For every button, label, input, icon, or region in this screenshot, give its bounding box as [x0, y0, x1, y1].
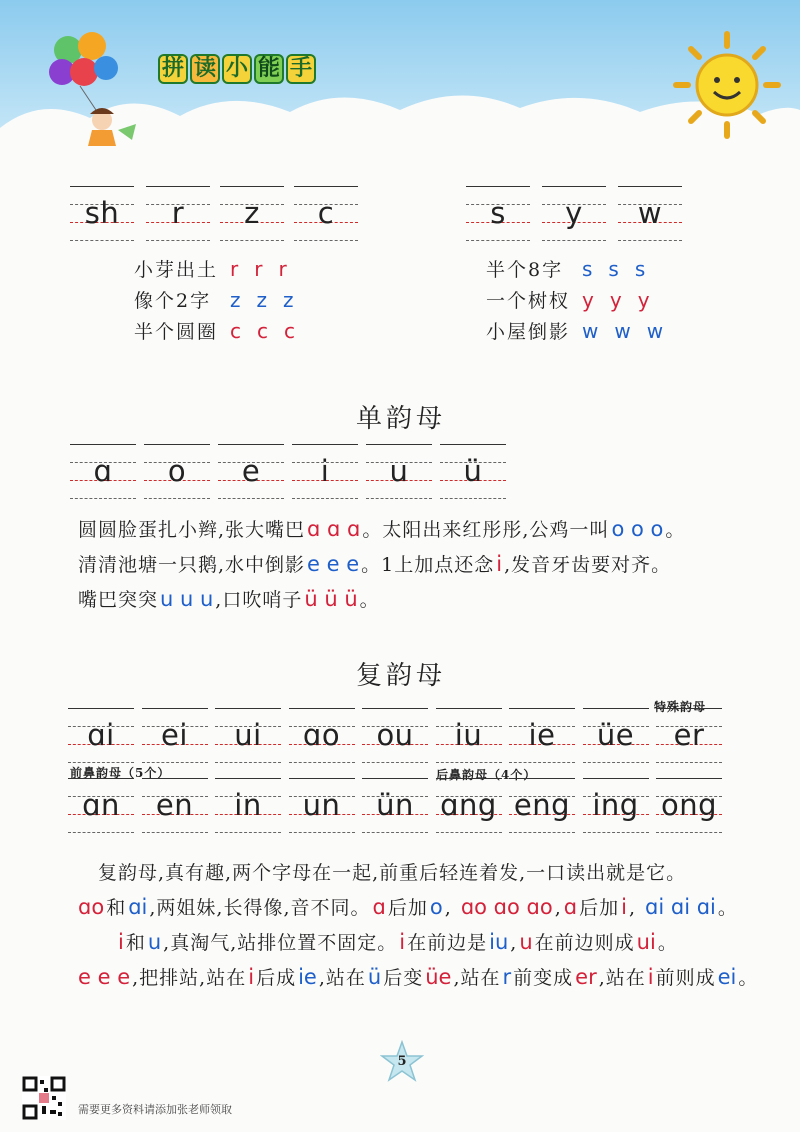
text-line [78, 512, 778, 547]
slot-letter: z [244, 196, 260, 230]
pinyin-symbol: y [609, 288, 622, 312]
title-char: 拼 [158, 54, 188, 84]
pinyin-symbol: r [278, 257, 287, 281]
single-finals-rhyme-text [78, 512, 778, 617]
writing-slot [144, 438, 210, 502]
writing-slot [215, 772, 281, 836]
writing-slot [215, 702, 281, 766]
title-char: 能 [254, 54, 284, 84]
slot-letter: sh [84, 196, 120, 230]
slot-letter: s [490, 196, 506, 230]
pinyin-symbol: z [283, 288, 294, 312]
pinyin-symbol: ü ü ü [304, 587, 358, 611]
text-run: , [628, 897, 644, 919]
slot-letter: en [155, 788, 194, 822]
writing-slot [292, 438, 358, 502]
text-line [76, 890, 792, 925]
slot-letter: ei [161, 718, 188, 752]
slot-letter: un [302, 788, 341, 822]
rhyme-text: 像个2字 [134, 290, 212, 312]
pinyin-symbol: ɑo ɑo ɑo [460, 895, 553, 919]
writing-slot [142, 772, 208, 836]
pinyin-symbol: i [248, 965, 255, 989]
pinyin-symbol: r [230, 257, 239, 281]
text-run: 前变成 [513, 967, 574, 989]
writing-slot [509, 702, 575, 766]
pinyin-symbol: er [575, 965, 597, 989]
sun-icon [672, 30, 782, 140]
slot-letter: ing [592, 788, 639, 822]
writing-slot [68, 702, 134, 766]
pinyin-symbol: ɑo [78, 895, 105, 919]
footer-note: 需要更多资料请添加张老师领取 [78, 1103, 232, 1116]
front-nasal-label: 前鼻韵母（5个） [70, 766, 171, 780]
slot-letter: ɑn [82, 788, 120, 822]
writing-slot [509, 772, 575, 836]
writing-slot [146, 180, 210, 244]
back-nasal-label: 后鼻韵母（4个） [436, 768, 537, 782]
writing-slot [440, 438, 506, 502]
pinyin-symbol: s [582, 257, 593, 281]
pinyin-symbol: ɑ [563, 895, 578, 919]
slot-letter: y [565, 196, 583, 230]
writing-slot [436, 702, 502, 766]
page-title [158, 54, 316, 88]
text-run: 。 [738, 967, 759, 989]
balloons-girl-icon [40, 28, 150, 153]
pinyin-symbol: c [257, 319, 268, 343]
pinyin-symbol: i [621, 895, 627, 919]
slot-letter: ɑ [93, 454, 113, 488]
writing-slot [583, 702, 649, 766]
writing-slot [362, 702, 428, 766]
slot-letter: ong [660, 788, 718, 822]
rhyme-line [134, 255, 303, 282]
pinyin-symbol: w [582, 319, 599, 343]
writing-slot [218, 438, 284, 502]
pinyin-symbol: s [608, 257, 619, 281]
rhyme-line [486, 317, 679, 344]
pinyin-symbol: z [230, 288, 241, 312]
text-run: 和 [106, 897, 127, 919]
pinyin-symbol: ei [717, 965, 737, 989]
text-run: 前则成 [655, 967, 716, 989]
text-run: ,站在 [318, 967, 366, 989]
writing-slot [436, 772, 502, 836]
section-heading-compound-finals: 复韵母 [356, 661, 447, 691]
writing-slot [466, 180, 530, 244]
pinyin-symbol: r [254, 257, 263, 281]
pinyin-symbol: y [582, 288, 594, 312]
text-line [76, 856, 792, 890]
text-run: ,真淘气,站排位置不固定。 [163, 932, 398, 954]
writing-slot [618, 180, 682, 244]
writing-slot [70, 180, 134, 244]
text-run: ,发音牙齿要对齐。 [504, 554, 672, 576]
writing-slot [70, 438, 136, 502]
slot-letter: ɑi [87, 718, 115, 752]
title-char: 小 [222, 54, 252, 84]
slot-letter: w [637, 196, 663, 230]
text-run: 。 [665, 519, 686, 541]
rhyme-text: 小芽出土 [134, 259, 219, 281]
pinyin-symbol: u [147, 930, 162, 954]
rhyme-text: 半个圆圈 [134, 321, 219, 343]
slot-letter: ü [463, 454, 483, 488]
pinyin-symbol: o o o [611, 517, 664, 541]
text-line [76, 925, 792, 960]
pinyin-symbol: ü [367, 965, 382, 989]
pinyin-symbol: u [519, 930, 533, 954]
text-run: 。1上加点还念 [361, 554, 495, 576]
pinyin-symbol: üe [425, 965, 452, 989]
rhyme-line [486, 255, 661, 282]
pinyin-symbol: o [429, 895, 443, 919]
text-run: ,把排站,站在 [132, 967, 247, 989]
slot-letter: ie [528, 718, 556, 752]
pinyin-symbol: e e e [78, 965, 131, 989]
writing-slot [542, 180, 606, 244]
page-number: 5 [397, 1054, 407, 1069]
pinyin-symbol: iu [489, 930, 509, 954]
text-run: 后成 [256, 967, 297, 989]
rhyme-line [134, 286, 310, 313]
text-run: 复韵母,真有趣,两个字母在一起,前重后轻连着发,一口读出就是它。 [98, 862, 687, 884]
pinyin-symbol: c [230, 319, 241, 343]
pinyin-symbol: w [614, 319, 631, 343]
pinyin-symbol: ɑ [372, 895, 386, 919]
section-heading-single-finals: 单韵母 [356, 404, 447, 434]
slot-letter: ou [376, 718, 414, 752]
text-run: ,两姐妹,长得像,音不同。 [149, 897, 371, 919]
rhyme-text: 一个树杈 [486, 290, 571, 312]
title-char: 手 [286, 54, 316, 84]
pinyin-symbol: ui [636, 930, 656, 954]
text-run: 清清池塘一只鹅,水中倒影 [78, 554, 306, 576]
text-run: ,口吹哨子 [215, 589, 303, 611]
pinyin-symbol: ɑi [128, 895, 148, 919]
rhyme-line [134, 317, 311, 344]
pinyin-symbol: i [118, 930, 124, 954]
text-run: , [510, 932, 518, 954]
slot-letter: ɑo [302, 718, 341, 752]
pinyin-symbol: ɑ ɑ ɑ [307, 517, 361, 541]
text-run: 嘴巴突突 [78, 589, 159, 611]
writing-slot [366, 438, 432, 502]
writing-slot [289, 772, 355, 836]
text-run: 后加 [387, 897, 428, 919]
slot-letter: ui [234, 718, 262, 752]
text-run: 和 [125, 932, 146, 954]
writing-slot [220, 180, 284, 244]
pinyin-symbol: ie [298, 965, 317, 989]
text-run: , [444, 897, 459, 919]
text-line [76, 960, 792, 995]
writing-slot [362, 772, 428, 836]
pinyin-symbol: s [634, 257, 646, 281]
text-run: 在前边则成 [534, 932, 635, 954]
pinyin-symbol: i [647, 965, 654, 989]
text-run: 。 [657, 932, 678, 954]
text-run: , [554, 897, 562, 919]
text-run: 。太阳出来红彤彤,公鸡一叫 [362, 519, 610, 541]
text-line [78, 547, 778, 582]
text-run: ,站在 [598, 967, 646, 989]
text-line [78, 582, 778, 617]
pinyin-symbol: u u u [160, 587, 214, 611]
pinyin-symbol: e e e [307, 552, 360, 576]
rhyme-line [486, 286, 666, 313]
pinyin-symbol: w [646, 319, 664, 343]
pinyin-symbol: ɑi ɑi ɑi [645, 895, 716, 919]
slot-letter: r [171, 196, 185, 230]
rhyme-text: 小屋倒影 [486, 321, 571, 343]
text-run: 在前边是 [407, 932, 488, 954]
pinyin-symbol: c [284, 319, 295, 343]
slot-letter: iu [454, 718, 483, 752]
writing-slot [68, 772, 134, 836]
slot-letter: ün [376, 788, 414, 822]
slot-letter: i [320, 454, 330, 488]
slot-letter: in [234, 788, 262, 822]
text-run: 后变 [383, 967, 424, 989]
compound-finals-rhyme-text [76, 856, 792, 995]
slot-letter: eng [513, 788, 571, 822]
writing-slot [656, 772, 722, 836]
text-run: ,站在 [453, 967, 501, 989]
qr-code-icon [22, 1076, 66, 1120]
writing-slot [583, 772, 649, 836]
slot-letter: u [389, 454, 409, 488]
slot-letter: o [167, 454, 187, 488]
writing-slot [294, 180, 358, 244]
pinyin-symbol: y [637, 288, 650, 312]
writing-slot [656, 702, 722, 766]
pinyin-symbol: i [496, 552, 503, 576]
slot-letter: c [317, 196, 335, 230]
slot-letter: er [673, 718, 705, 752]
writing-slot [289, 702, 355, 766]
text-run: 。 [717, 897, 738, 919]
writing-slot [142, 702, 208, 766]
text-run: 。 [359, 589, 380, 611]
title-char: 读 [190, 54, 220, 84]
pinyin-symbol: r [502, 965, 512, 989]
text-run: 圆圆脸蛋扎小辫,张大嘴巴 [78, 519, 306, 541]
slot-letter: üe [596, 718, 635, 752]
special-finals-label: 特殊韵母 [654, 700, 707, 714]
slot-letter: e [241, 454, 261, 488]
pinyin-symbol: z [256, 288, 267, 312]
text-run: 后加 [579, 897, 620, 919]
pinyin-symbol: i [399, 930, 406, 954]
rhyme-text: 半个8字 [486, 259, 564, 281]
slot-letter: ɑng [440, 788, 497, 822]
